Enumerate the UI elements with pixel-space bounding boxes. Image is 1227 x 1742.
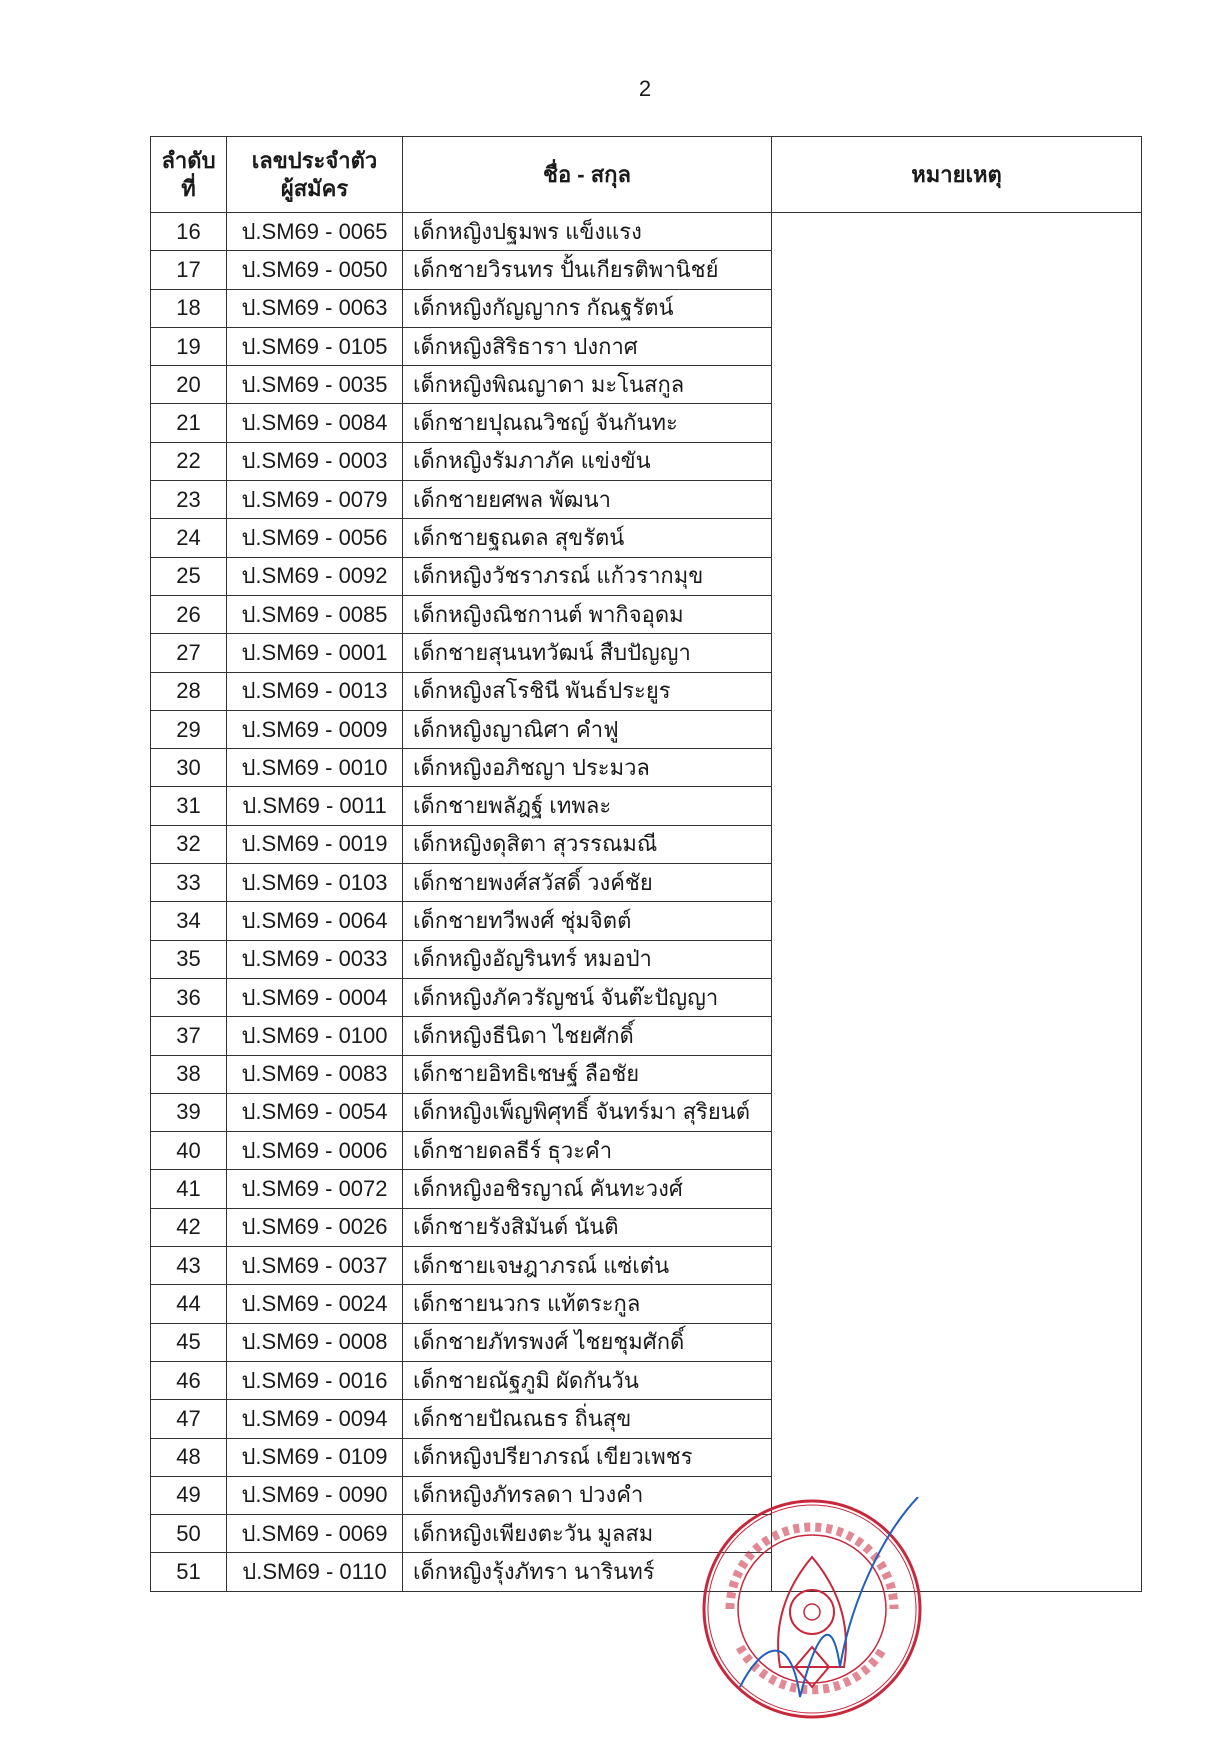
applicant-code: ป.SM69 - 0016 [227, 1361, 403, 1399]
row-number: 42 [151, 1208, 227, 1246]
applicant-code: ป.SM69 - 0013 [227, 672, 403, 710]
applicant-name: เด็กหญิงกัญญากร กัณฐรัตน์ [403, 289, 772, 327]
applicant-code: ป.SM69 - 0090 [227, 1476, 403, 1514]
applicant-code: ป.SM69 - 0072 [227, 1170, 403, 1208]
applicant-code: ป.SM69 - 0103 [227, 864, 403, 902]
applicant-code: ป.SM69 - 0003 [227, 442, 403, 480]
table-row [151, 213, 1142, 251]
applicant-code: ป.SM69 - 0006 [227, 1132, 403, 1170]
applicant-table [150, 136, 1142, 1592]
row-number: 41 [151, 1170, 227, 1208]
applicant-name: เด็กชายฐณดล สุขรัตน์ [403, 519, 772, 557]
row-number: 40 [151, 1132, 227, 1170]
applicant-code: ป.SM69 - 0037 [227, 1247, 403, 1285]
header-no [151, 137, 227, 213]
applicant-code: ป.SM69 - 0085 [227, 595, 403, 633]
applicant-code: ป.SM69 - 0011 [227, 787, 403, 825]
row-number: 48 [151, 1438, 227, 1476]
applicant-name: เด็กหญิงพิณญาดา มะโนสกูล [403, 366, 772, 404]
applicant-code: ป.SM69 - 0094 [227, 1400, 403, 1438]
row-number: 46 [151, 1361, 227, 1399]
applicant-code: ป.SM69 - 0008 [227, 1323, 403, 1361]
row-number: 47 [151, 1400, 227, 1438]
applicant-name: เด็กหญิงเพ็ญพิศุทธิ์ จันทร์มา สุริยนต์ [403, 1093, 772, 1131]
row-number: 31 [151, 787, 227, 825]
applicant-name: เด็กชายเจษฎาภรณ์ แซ่เต๋น [403, 1247, 772, 1285]
header-code [227, 137, 403, 213]
row-number: 49 [151, 1476, 227, 1514]
row-number: 50 [151, 1515, 227, 1553]
applicant-name: เด็กหญิงรุ้งภัทรา นารินทร์ [403, 1553, 772, 1591]
applicant-name: เด็กชายณัฐภูมิ ผัดกันวัน [403, 1361, 772, 1399]
row-number: 35 [151, 940, 227, 978]
applicant-code: ป.SM69 - 0019 [227, 825, 403, 863]
applicant-name: เด็กหญิงวัชราภรณ์ แก้วรากมุข [403, 557, 772, 595]
applicant-code: ป.SM69 - 0010 [227, 749, 403, 787]
remark-cell [772, 213, 1142, 1592]
applicant-name: เด็กชายอิทธิเชษฐ์ ลือชัย [403, 1055, 772, 1093]
applicant-code: ป.SM69 - 0063 [227, 289, 403, 327]
applicant-code: ป.SM69 - 0083 [227, 1055, 403, 1093]
header-remark: หมายเหตุ [772, 137, 1142, 213]
row-number: 26 [151, 595, 227, 633]
applicant-code: ป.SM69 - 0110 [227, 1553, 403, 1591]
applicant-name: เด็กหญิงปฐมพร แข็งแรง [403, 213, 772, 251]
row-number: 22 [151, 442, 227, 480]
applicant-name: เด็กชายวิรนทร ปั้นเกียรติพานิชย์ [403, 251, 772, 289]
row-number: 37 [151, 1017, 227, 1055]
applicant-name: เด็กชายสุนนทวัฒน์ สืบปัญญา [403, 634, 772, 672]
applicant-name: เด็กชายนวกร แท้ตระกูล [403, 1285, 772, 1323]
applicant-code: ป.SM69 - 0092 [227, 557, 403, 595]
applicant-name: เด็กหญิงปรียาภรณ์ เขียวเพชร [403, 1438, 772, 1476]
applicant-code: ป.SM69 - 0009 [227, 710, 403, 748]
row-number: 29 [151, 710, 227, 748]
applicant-name: เด็กหญิงญาณิศา คำฟู [403, 710, 772, 748]
applicant-name: เด็กชายรังสิมันต์ นันติ [403, 1208, 772, 1246]
header-no-line2: ที่ [181, 175, 196, 201]
applicant-name: เด็กชายพงศ์สวัสดิ์ วงค์ชัย [403, 864, 772, 902]
row-number: 17 [151, 251, 227, 289]
applicant-code: ป.SM69 - 0024 [227, 1285, 403, 1323]
applicant-code: ป.SM69 - 0035 [227, 366, 403, 404]
applicant-name: เด็กหญิงอัญรินทร์ หมอป่า [403, 940, 772, 978]
row-number: 44 [151, 1285, 227, 1323]
row-number: 24 [151, 519, 227, 557]
applicant-name: เด็กชายปัณณธร ถิ่นสุข [403, 1400, 772, 1438]
row-number: 51 [151, 1553, 227, 1591]
applicant-code: ป.SM69 - 0084 [227, 404, 403, 442]
row-number: 38 [151, 1055, 227, 1093]
applicant-name: เด็กชายทวีพงศ์ ชุ่มจิตต์ [403, 902, 772, 940]
applicant-code: ป.SM69 - 0109 [227, 1438, 403, 1476]
row-number: 21 [151, 404, 227, 442]
applicant-name: เด็กหญิงธีนิดา ไชยศักดิ์ [403, 1017, 772, 1055]
header-name: ชื่อ - สกุล [403, 137, 772, 213]
row-number: 16 [151, 213, 227, 251]
applicant-name: เด็กหญิงเพียงตะวัน มูลสม [403, 1515, 772, 1553]
row-number: 20 [151, 366, 227, 404]
header-code-line2: ผู้สมัคร [280, 175, 349, 201]
applicant-name: เด็กหญิงภัทรลดา ปวงคำ [403, 1476, 772, 1514]
row-number: 27 [151, 634, 227, 672]
applicant-name: เด็กชายพลัฎฐ์ เทพละ [403, 787, 772, 825]
row-number: 39 [151, 1093, 227, 1131]
applicant-name: เด็กหญิงดุสิตา สุวรรณมณี [403, 825, 772, 863]
page-number: 2 [638, 76, 652, 101]
applicant-code: ป.SM69 - 0056 [227, 519, 403, 557]
applicant-name: เด็กหญิงณิชกานต์ พากิจอุดม [403, 595, 772, 633]
row-number: 25 [151, 557, 227, 595]
applicant-name: เด็กหญิงสิริธารา ปงกาศ [403, 327, 772, 365]
row-number: 23 [151, 481, 227, 519]
applicant-name: เด็กหญิงรัมภาภัค แข่งขัน [403, 442, 772, 480]
header-no-line1: ลำดับ [161, 147, 216, 173]
applicant-code: ป.SM69 - 0054 [227, 1093, 403, 1131]
row-number: 28 [151, 672, 227, 710]
row-number: 19 [151, 327, 227, 365]
applicant-name: เด็กหญิงภัควรัญชน์ จันต๊ะปัญญา [403, 978, 772, 1016]
row-number: 32 [151, 825, 227, 863]
applicant-code: ป.SM69 - 0079 [227, 481, 403, 519]
applicant-code: ป.SM69 - 0065 [227, 213, 403, 251]
row-number: 45 [151, 1323, 227, 1361]
applicant-name: เด็กชายดลธีร์ ธุวะคำ [403, 1132, 772, 1170]
row-number: 18 [151, 289, 227, 327]
applicant-name: เด็กหญิงอภิชญา ประมวล [403, 749, 772, 787]
row-number: 36 [151, 978, 227, 1016]
row-number: 30 [151, 749, 227, 787]
applicant-code: ป.SM69 - 0105 [227, 327, 403, 365]
applicant-name: เด็กชายยศพล พัฒนา [403, 481, 772, 519]
row-number: 34 [151, 902, 227, 940]
applicant-code: ป.SM69 - 0100 [227, 1017, 403, 1055]
applicant-name: เด็กหญิงอชิรญาณ์ คันทะวงศ์ [403, 1170, 772, 1208]
applicant-name: เด็กชายภัทรพงศ์ ไชยชุมศักดิ์ [403, 1323, 772, 1361]
applicant-code: ป.SM69 - 0064 [227, 902, 403, 940]
applicant-code: ป.SM69 - 0001 [227, 634, 403, 672]
row-number: 33 [151, 864, 227, 902]
applicant-name: เด็กชายปุณณวิชญ์ จันกันทะ [403, 404, 772, 442]
applicant-code: ป.SM69 - 0026 [227, 1208, 403, 1246]
header-code-line1: เลขประจำตัว [251, 147, 378, 173]
applicant-code: ป.SM69 - 0033 [227, 940, 403, 978]
school-seal-stamp [700, 1497, 924, 1721]
applicant-code: ป.SM69 - 0004 [227, 978, 403, 1016]
applicant-code: ป.SM69 - 0069 [227, 1515, 403, 1553]
table-header-row [151, 137, 1142, 213]
applicant-code: ป.SM69 - 0050 [227, 251, 403, 289]
row-number: 43 [151, 1247, 227, 1285]
applicant-name: เด็กหญิงสโรชินี พันธ์ประยูร [403, 672, 772, 710]
